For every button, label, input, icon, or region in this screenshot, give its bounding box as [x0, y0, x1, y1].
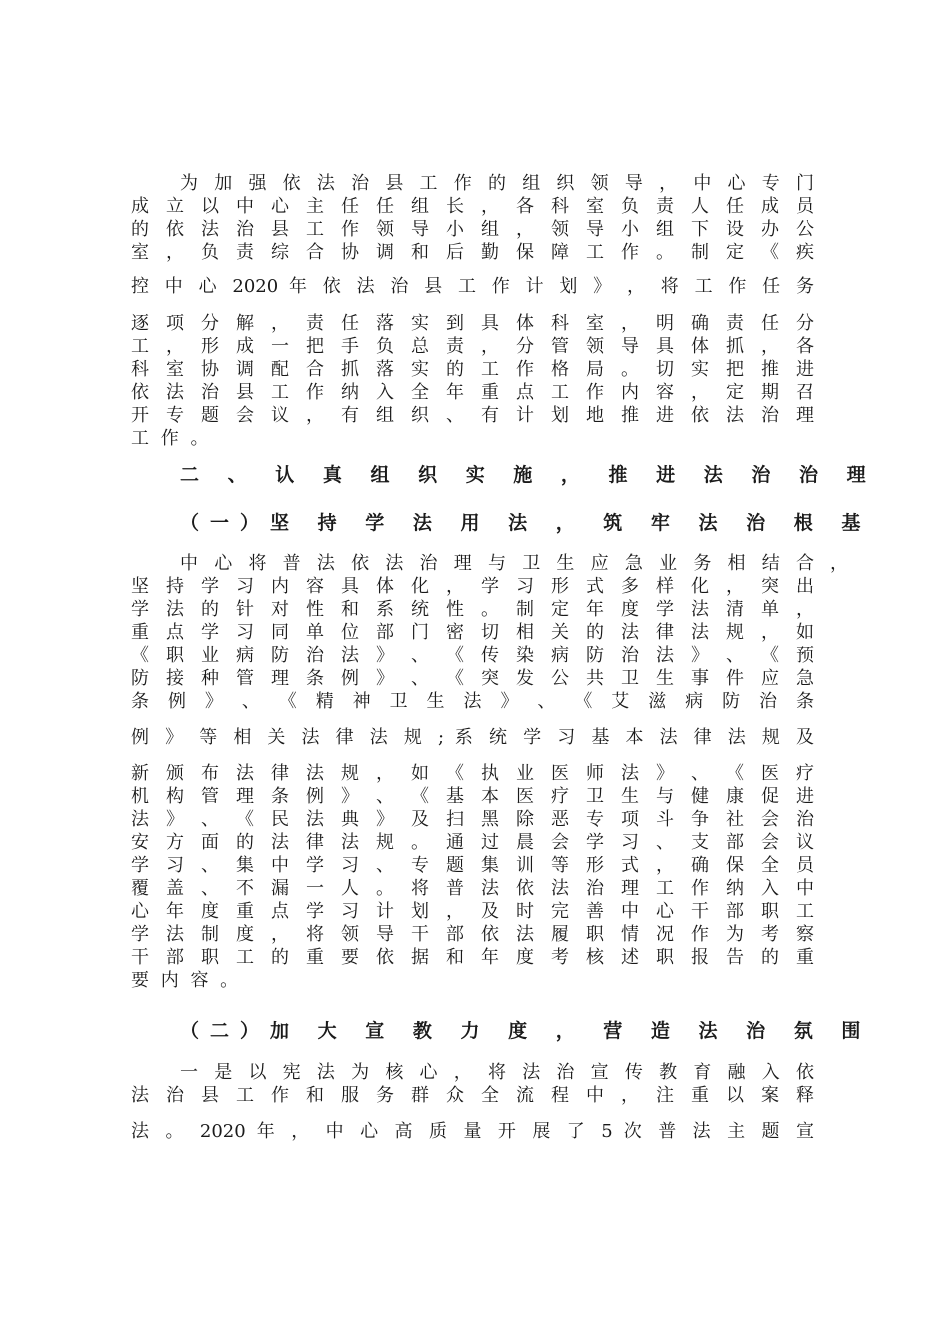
paragraph-line: 科 室 协 调 配 合 抓 落 实 的 工 作 格 局 。 切 实 把 推 进: [131, 359, 814, 380]
subsection-heading: （一）坚 持 学 法 用 法 ， 筑 牢 法 治 根 基: [180, 512, 872, 534]
paragraph-line: 一 是 以 宪 法 为 核 心 ， 将 法 治 宣 传 教 育 融 入 依: [180, 1062, 814, 1083]
paragraph-line: 室 ， 负 责 综 合 协 调 和 后 勤 保 障 工 作 。 制 定 《 疾: [131, 242, 814, 263]
paragraph-line: 学 法 的 针 对 性 和 系 统 性 。 制 定 年 度 学 法 清 单 ，: [131, 599, 814, 620]
paragraph-line: 依 法 治 县 工 作 纳 入 全 年 重 点 工 作 内 容 ， 定 期 召: [131, 382, 814, 403]
paragraph-line: 新 颁 布 法 律 法 规 ， 如 《 执 业 医 师 法 》 、 《 医 疗: [131, 763, 814, 784]
paragraph-line: 重 点 学 习 同 单 位 部 门 密 切 相 关 的 法 律 法 规 ， 如: [131, 622, 814, 643]
paragraph-line: 《 职 业 病 防 治 法 》 、 《 传 染 病 防 治 法 》 、 《 预: [131, 645, 814, 666]
paragraph-line: 法 》 、 《 民 法 典 》 及 扫 黑 除 恶 专 项 斗 争 社 会 治: [131, 809, 814, 830]
section-heading: 二 、 认 真 组 织 实 施 ， 推 进 法 治 治 理: [180, 464, 877, 486]
paragraph-line: 覆 盖 、 不 漏 一 人 。 将 普 法 依 法 治 理 工 作 纳 入 中: [131, 878, 814, 899]
paragraph-line: 法 治 县 工 作 和 服 务 群 众 全 流 程 中 ， 注 重 以 案 释: [131, 1085, 814, 1106]
paragraph-line: 要 内 容 。: [131, 970, 239, 991]
paragraph-line: 坚 持 学 习 内 容 具 体 化 ， 学 习 形 式 多 样 化 ， 突 出: [131, 576, 814, 597]
paragraph-line: 例 》 等 相 关 法 律 法 规 ; 系 统 学 习 基 本 法 律 法 规 及: [131, 727, 814, 748]
paragraph-line: 控 中 心 2020 年 依 法 治 县 工 作 计 划 》 ， 将 工 作 任 务: [131, 276, 814, 297]
paragraph-line: 心 年 度 重 点 学 习 计 划 ， 及 时 完 善 中 心 干 部 职 工: [131, 901, 814, 922]
paragraph-line: 学 习 、 集 中 学 习 、 专 题 集 训 等 形 式 ， 确 保 全 员: [131, 855, 814, 876]
paragraph-line: 为 加 强 依 法 治 县 工 作 的 组 织 领 导 ， 中 心 专 门: [180, 173, 814, 194]
subsection-heading: （二）加 大 宣 教 力 度 ， 营 造 法 治 氛 围: [180, 1020, 872, 1042]
paragraph-line: 工 ， 形 成 一 把 手 负 总 责 ， 分 管 领 导 具 体 抓 ， 各: [131, 336, 814, 357]
paragraph-line: 防 接 种 管 理 条 例 》 、 《 突 发 公 共 卫 生 事 件 应 急: [131, 668, 814, 689]
paragraph-line: 工 作 。: [131, 428, 209, 449]
paragraph-line: 逐 项 分 解 ， 责 任 落 实 到 具 体 科 室 ， 明 确 责 任 分: [131, 313, 814, 334]
paragraph-line: 成 立 以 中 心 主 任 任 组 长 ， 各 科 室 负 责 人 任 成 员: [131, 196, 814, 217]
overhang-punctuation: ，: [830, 553, 848, 574]
paragraph-line: 机 构 管 理 条 例 》 、 《 基 本 医 疗 卫 生 与 健 康 促 进: [131, 786, 814, 807]
paragraph-line: 法 。 2020 年 ， 中 心 高 质 量 开 展 了 5 次 普 法 主 题 宣: [131, 1121, 814, 1142]
paragraph-line: 开 专 题 会 议 ， 有 组 织 、 有 计 划 地 推 进 依 法 治 理: [131, 405, 814, 426]
paragraph-line: 的 依 法 治 县 工 作 领 导 小 组 ， 领 导 小 组 下 设 办 公: [131, 219, 814, 240]
paragraph-line: 安 方 面 的 法 律 法 规 。 通 过 晨 会 学 习 、 支 部 会 议: [131, 832, 814, 853]
paragraph-line: 学 法 制 度 ， 将 领 导 干 部 依 法 履 职 情 况 作 为 考 察: [131, 924, 814, 945]
paragraph-line: 条 例 》 、 《 精 神 卫 生 法 》 、 《 艾 滋 病 防 治 条: [131, 691, 814, 712]
paragraph-line: 干 部 职 工 的 重 要 依 据 和 年 度 考 核 述 职 报 告 的 重: [131, 947, 814, 968]
paragraph-line: 中 心 将 普 法 依 法 治 理 与 卫 生 应 急 业 务 相 结 合: [180, 553, 814, 574]
